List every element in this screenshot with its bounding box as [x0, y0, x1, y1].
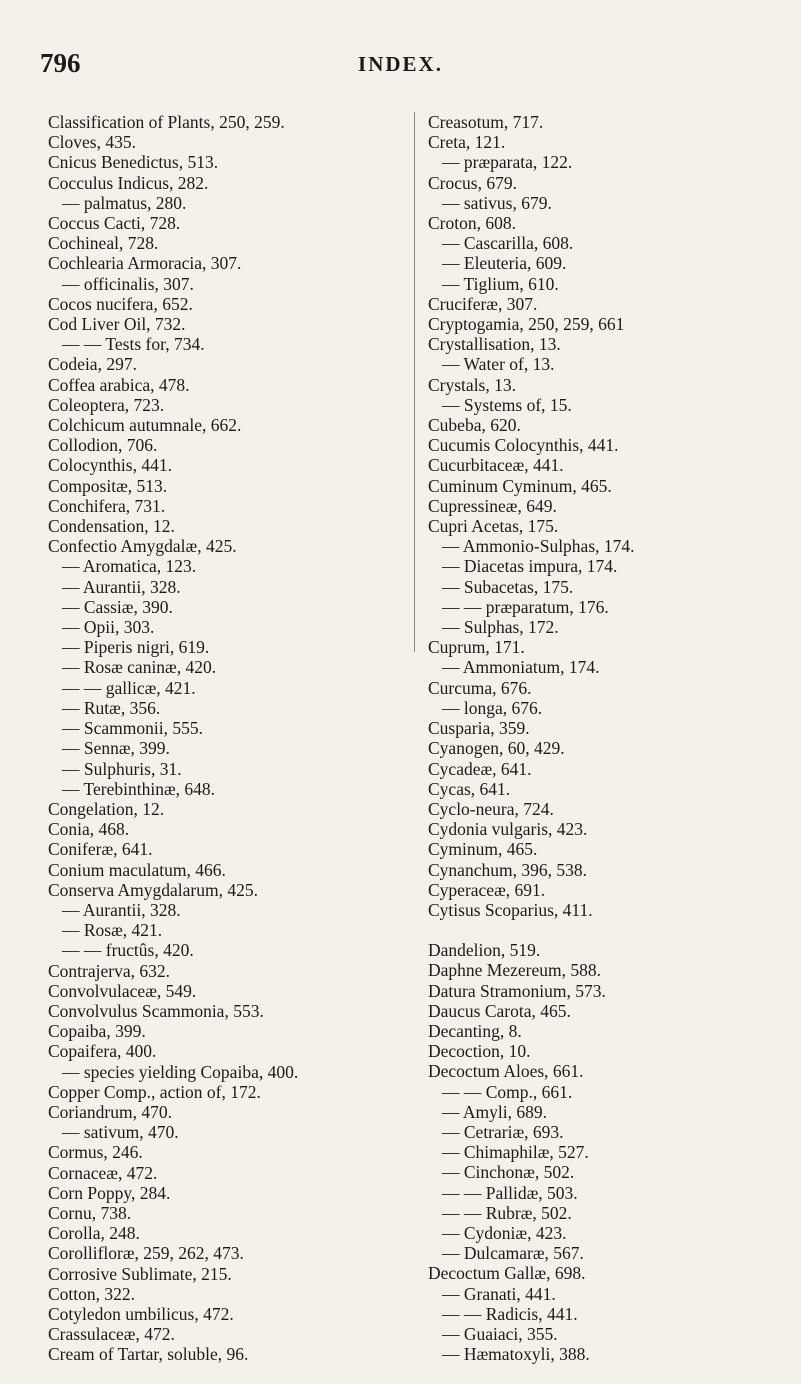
index-entry: Cynanchum, 396, 538. [428, 859, 587, 880]
index-entry: Cotyledon umbilicus, 472. [48, 1303, 234, 1324]
index-entry: Coccus Cacti, 728. [48, 213, 181, 234]
index-entry: — — fructûs, 420. [62, 940, 194, 961]
index-entry: — palmatus, 280. [62, 192, 187, 213]
index-entry: — — gallicæ, 421. [62, 677, 196, 698]
index-entry: Cryptogamia, 250, 259, 661 [428, 314, 625, 335]
index-entry: Cubeba, 620. [428, 415, 521, 436]
index-entry: — sativum, 470. [62, 1122, 179, 1143]
index-entry: Cocculus Indicus, 282. [48, 172, 209, 193]
index-entry: — — præparatum, 176. [442, 596, 609, 617]
index-entry: Decanting, 8. [428, 1020, 522, 1041]
index-entry: — Rosæ, 421. [62, 920, 163, 941]
index-entry: Colocynthis, 441. [48, 455, 172, 476]
index-entry: Creta, 121. [428, 132, 506, 153]
index-entry: Daucus Carota, 465. [428, 1000, 571, 1021]
index-entry: — Cinchonæ, 502. [442, 1162, 575, 1183]
index-entry: — Amyli, 689. [442, 1101, 548, 1122]
index-entry [428, 920, 788, 940]
index-entry: — Sennæ, 399. [62, 738, 170, 759]
index-entry: — Granati, 441. [442, 1283, 556, 1304]
index-entry: — præparata, 122. [442, 152, 573, 173]
index-entry: — Aurantii, 328. [62, 899, 181, 920]
index-entry: Curcuma, 676. [428, 677, 532, 698]
index-entry: — Water of, 13. [442, 354, 555, 375]
index-entry: Cupressineæ, 649. [428, 495, 557, 516]
index-entry: — Eleuteria, 609. [442, 253, 567, 274]
index-entry: Cyclo-neura, 724. [428, 798, 554, 819]
index-entry: Copaifera, 400. [48, 1041, 157, 1062]
index-entry: Cornaceæ, 472. [48, 1162, 158, 1183]
index-entry: Coffea arabica, 478. [48, 374, 190, 395]
index-entry: Corn Poppy, 284. [48, 1182, 171, 1203]
index-entry: Conia, 468. [48, 819, 130, 840]
index-entry: — Cascarilla, 608. [442, 233, 574, 254]
index-entry: — Cetrariæ, 693. [442, 1121, 564, 1142]
index-entry: Coniferæ, 641. [48, 839, 153, 860]
index-entry: — Guaiaci, 355. [442, 1323, 558, 1344]
index-entry: Cycas, 641. [428, 778, 511, 799]
index-entry: — Piperis nigri, 619. [62, 637, 210, 658]
index-entry: Convolvulus Scammonia, 553. [48, 1000, 264, 1021]
index-entry: Cnicus Benedictus, 513. [48, 152, 219, 173]
index-entry: Classification of Plants, 250, 259. [48, 112, 285, 132]
index-column-right [428, 112, 788, 1364]
index-entry: Colchicum autumnale, 662. [48, 415, 242, 436]
index-entry: Copper Comp., action of, 172. [48, 1081, 261, 1102]
index-entry: — — Radicis, 441. [442, 1303, 578, 1324]
index-entry: Decoctum Gallæ, 698. [428, 1263, 586, 1284]
index-entry: Cormus, 246. [48, 1142, 143, 1163]
index-entry: — Diacetas impura, 174. [442, 556, 618, 577]
index-entry: — Ammonio-Sulphas, 174. [442, 536, 635, 557]
index-entry: Decoction, 10. [428, 1041, 531, 1062]
index-entry: Cochineal, 728. [48, 233, 159, 254]
index-entry: Cornu, 738. [48, 1202, 132, 1223]
index-entry: Cyminum, 465. [428, 839, 538, 860]
index-entry: Crocus, 679. [428, 172, 517, 193]
index-entry: Corollifloræ, 259, 262, 473. [48, 1243, 244, 1264]
index-entry: — longa, 676. [442, 697, 543, 718]
index-entry: Creasotum, 717. [428, 112, 544, 132]
index-entry: — Subacetas, 175. [442, 576, 574, 597]
column-divider [414, 112, 415, 652]
page-number: 796 [40, 48, 81, 78]
index-entry: — Cassiæ, 390. [62, 596, 173, 617]
index-entry: — Opii, 303. [62, 617, 155, 638]
index-entry: — Rutæ, 356. [62, 697, 161, 718]
index-entry: Daphne Mezereum, 588. [428, 960, 601, 981]
index-entry: Cupri Acetas, 175. [428, 516, 559, 537]
index-entry: Coriandrum, 470. [48, 1101, 172, 1122]
index-entry: Collodion, 706. [48, 435, 158, 456]
index-entry: Cusparia, 359. [428, 718, 530, 739]
index-entry: — sativus, 679. [442, 192, 552, 213]
index-entry: Congelation, 12. [48, 798, 165, 819]
index-entry: — Aromatica, 123. [62, 556, 197, 577]
index-entry: — — Rubræ, 502. [442, 1202, 572, 1223]
index-entry: Convolvulaceæ, 549. [48, 980, 197, 1001]
index-entry: Crystallisation, 13. [428, 334, 561, 355]
index-entry: Cytisus Scoparius, 411. [428, 899, 593, 920]
index-entry: Compositæ, 513. [48, 475, 168, 496]
index-entry: — Systems of, 15. [442, 394, 572, 415]
index-entry: — — Pallidæ, 503. [442, 1182, 578, 1203]
index-entry: Codeia, 297. [48, 354, 137, 375]
index-entry: Conserva Amygdalarum, 425. [48, 879, 258, 900]
index-entry: Cloves, 435. [48, 132, 136, 153]
index-entry: Conium maculatum, 466. [48, 859, 226, 880]
index-entry: — Sulphuris, 31. [62, 758, 182, 779]
index-entry: Crassulaceæ, 472. [48, 1324, 175, 1345]
index-entry: Dandelion, 519. [428, 940, 541, 961]
index-entry: — — Comp., 661. [442, 1081, 573, 1102]
index-entry: Cyanogen, 60, 429. [428, 738, 565, 759]
index-entry: — Dulcamaræ, 567. [442, 1243, 584, 1264]
index-entry: Cod Liver Oil, 732. [48, 314, 186, 335]
index-entry: Cuprum, 171. [428, 637, 525, 658]
index-entry: — Cydoniæ, 423. [442, 1222, 567, 1243]
index-entry: Cream of Tartar, soluble, 96. [48, 1344, 249, 1365]
index-entry: — Chimaphilæ, 527. [442, 1142, 589, 1163]
index-entry: Crystals, 13. [428, 374, 516, 395]
index-entry: — Sulphas, 172. [442, 617, 559, 638]
index-entry: Cocos nucifera, 652. [48, 293, 193, 314]
index-entry: Cruciferæ, 307. [428, 293, 538, 314]
index-entry: Datura Stramonium, 573. [428, 980, 606, 1001]
index-column-left [48, 112, 408, 1365]
index-entry: — Hæmatoxyli, 388. [442, 1344, 590, 1365]
index-entry: Confectio Amygdalæ, 425. [48, 536, 237, 557]
index-entry: Cycadeæ, 641. [428, 758, 532, 779]
index-entry: — — Tests for, 734. [62, 334, 205, 355]
index-entry: — Scammonii, 555. [62, 718, 203, 739]
index-entry: Croton, 608. [428, 213, 516, 234]
index-entry: — Aurantii, 328. [62, 576, 181, 597]
index-entry: Cydonia vulgaris, 423. [428, 819, 588, 840]
index-entry: Cuminum Cyminum, 465. [428, 475, 612, 496]
index-entry: Condensation, 12. [48, 516, 175, 537]
index-entry: Cucurbitaceæ, 441. [428, 455, 564, 476]
index-entry: Copaiba, 399. [48, 1021, 146, 1042]
index-entry: — Tiglium, 610. [442, 273, 559, 294]
index-entry: — species yielding Copaiba, 400. [62, 1061, 299, 1082]
index-entry: — Ammoniatum, 174. [442, 657, 600, 678]
index-entry: — Terebinthinæ, 648. [62, 778, 216, 799]
index-entry: Coleoptera, 723. [48, 394, 165, 415]
index-entry: — Rosæ caninæ, 420. [62, 657, 217, 678]
page-header: INDEX. [358, 52, 443, 76]
index-entry: — officinalis, 307. [62, 273, 194, 294]
index-entry: Cotton, 322. [48, 1283, 136, 1304]
index-entry: Corolla, 248. [48, 1223, 140, 1244]
index-entry: Cucumis Colocynthis, 441. [428, 435, 619, 456]
index-entry: Conchifera, 731. [48, 495, 166, 516]
index-entry: Decoctum Aloes, 661. [428, 1061, 584, 1082]
index-entry: Contrajerva, 632. [48, 960, 170, 981]
index-entry: Corrosive Sublimate, 215. [48, 1263, 232, 1284]
index-entry: Cochlearia Armoracia, 307. [48, 253, 242, 274]
index-entry: Cyperaceæ, 691. [428, 879, 546, 900]
